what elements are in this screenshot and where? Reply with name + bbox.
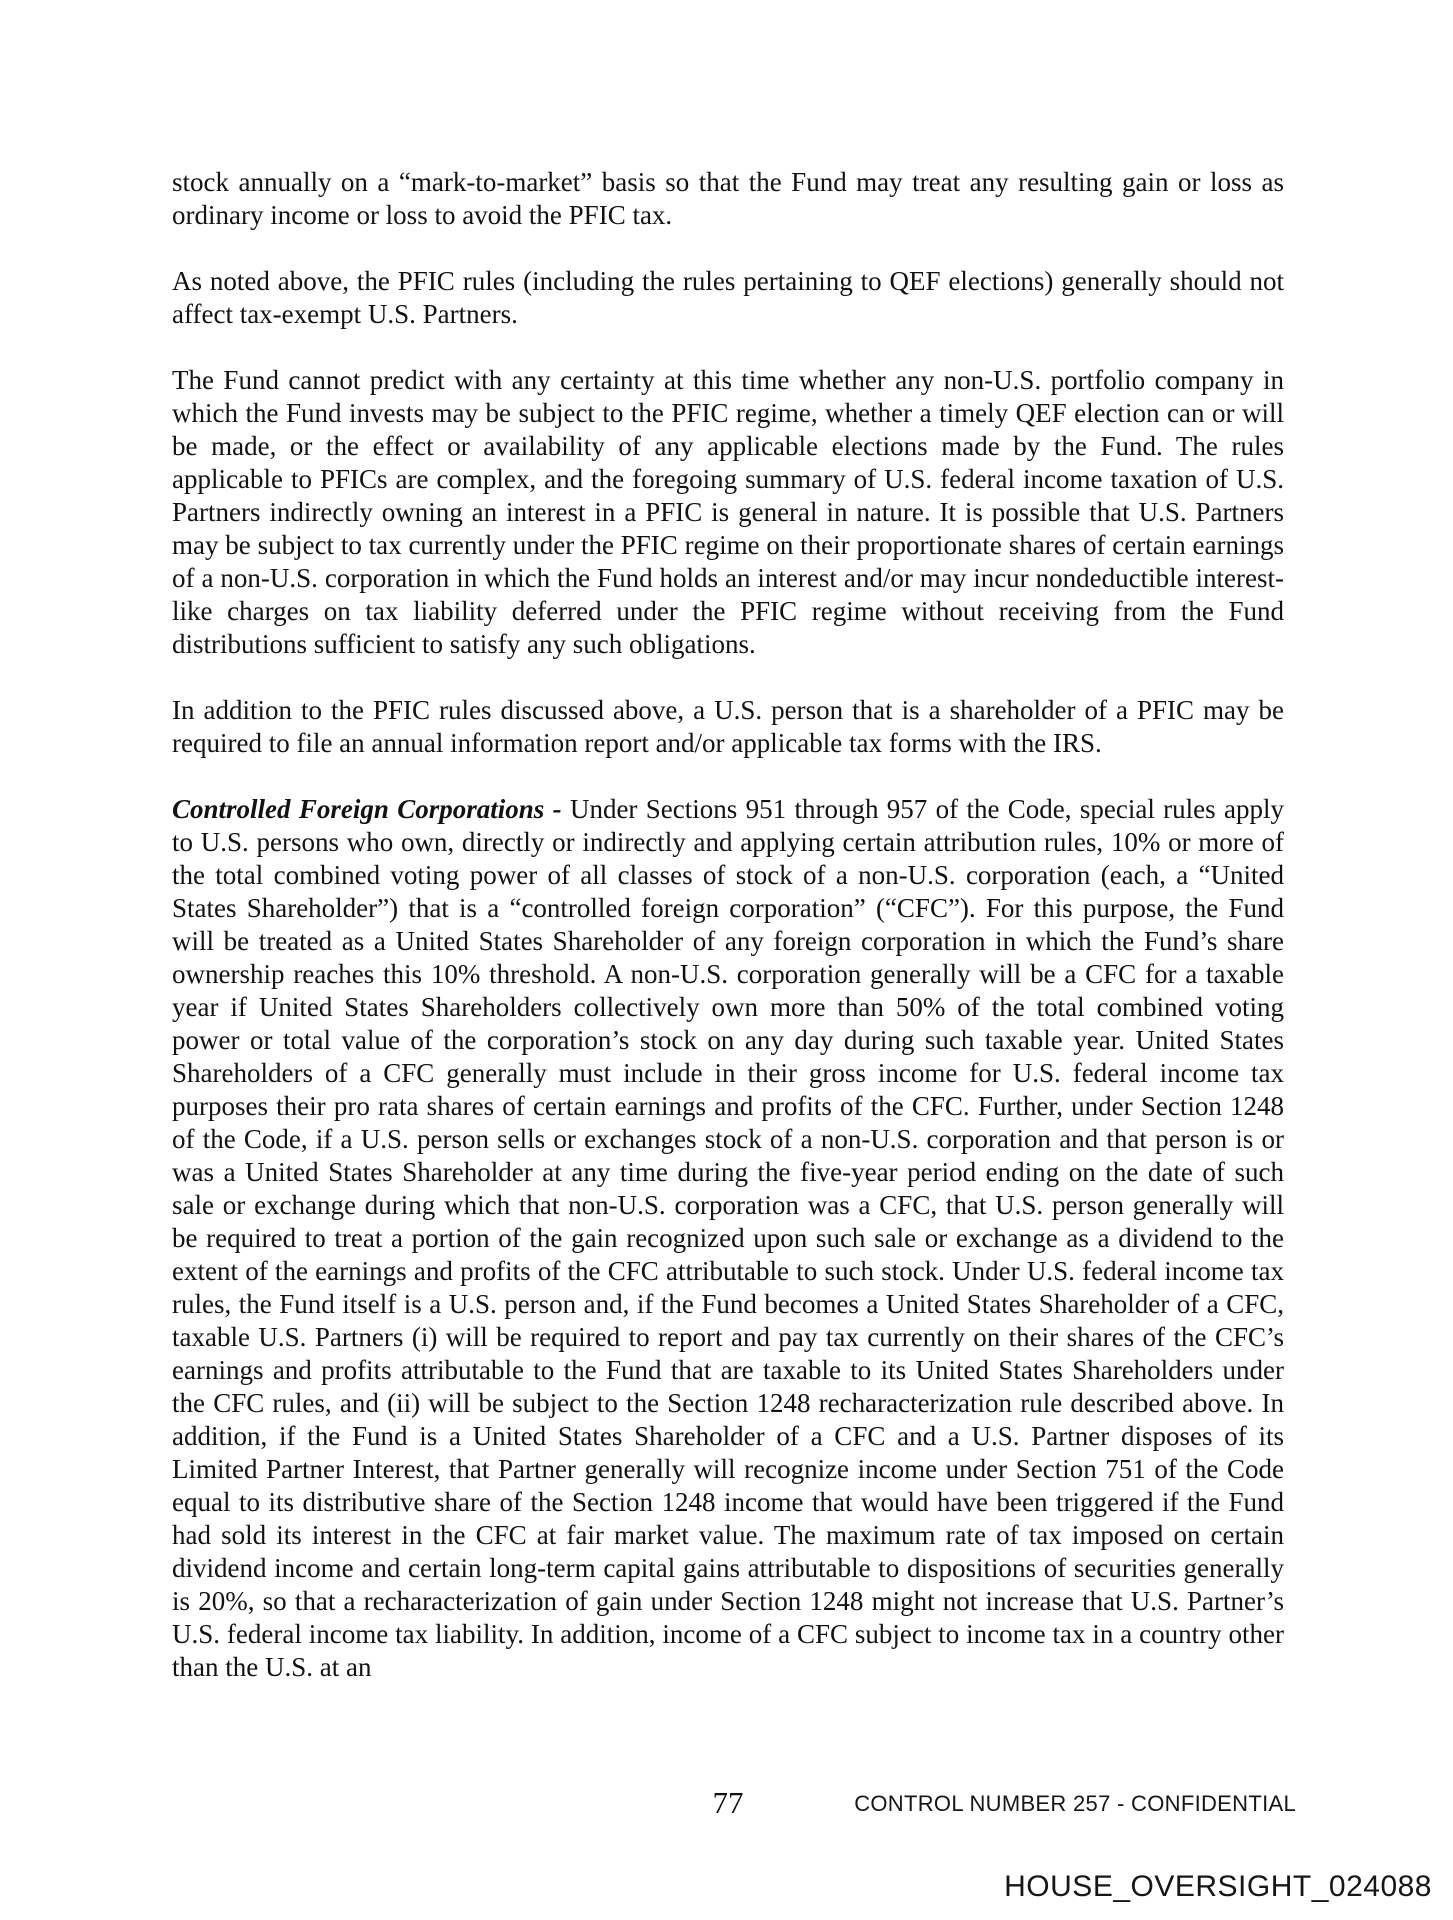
control-number-label: CONTROL NUMBER 257 - CONFIDENTIAL — [854, 1791, 1296, 1816]
paragraph: In addition to the PFIC rules discussed above, a U.S. person that is a shareholder of a PFIC may be required to file an annual information report and/or applicable tax forms with the IRS. — [172, 695, 1284, 758]
paragraph: The Fund cannot predict with any certainty at this time whether any non-U.S. portfolio company in which the Fund invests may be subject to the PFIC regime, whether a timely QEF election can or will be made, or the effect or availability of any applicable elections made by the Fund. The rules applicable to PFICs are complex, and the foregoing summary of U.S. federal income taxation of U.S. Partners indirectly owning an interest in a PFIC is general in nature. It is possible that U.S. Partners may be subject to tax currently under the PFIC regime on their proportionate shares of certain earnings of a non-U.S. corporation in which the Fund holds an interest and/or may incur nondeductible interest-like charges on tax liability deferred under the PFIC regime without receiving from the Fund distributions sufficient to satisfy any such obligations. — [172, 365, 1284, 659]
page-number: 77 — [712, 1785, 744, 1820]
paragraph: As noted above, the PFIC rules (including the rules pertaining to QEF elections) generally should not affect tax-exempt U.S. Partners. — [172, 266, 1284, 329]
paragraph: stock annually on a “mark-to-market” basis so that the Fund may treat any resulting gain or loss as ordinary income or loss to avoid the PFIC tax. — [172, 167, 1284, 230]
paragraph-lead-heading: Controlled Foreign Corporations - — [172, 794, 570, 824]
bates-stamp: HOUSE_OVERSIGHT_024088 — [1004, 1870, 1432, 1903]
paragraph: Controlled Foreign Corporations - Under Sections 951 through 957 of the Code, special rules apply to U.S. persons who own, directly or indirectly and applying certain attribution rules, 10% or more of the total combined voting power of all classes of stock of a non-U.S. corporation (each, a “United States Shareholder”) that is a “controlled foreign corporation” (“CFC”). For this purpose, the Fund will be treated as a United States Shareholder of any foreign corporation in which the Fund’s share ownership reaches this 10% threshold. A non-U.S. corporation generally will be a CFC for a taxable year if United States Shareholders collectively own more than 50% of the total combined voting power or total value of the corporation’s stock on any day during such taxable year. United States Shareholders of a CFC generally must include in their gross income for U.S. federal income tax purposes their pro rata shares of certain earnings and profits of the CFC. Further, under Section 1248 of the Code, if a U.S. person sells or exchanges stock of a non-U.S. corporation and that person is or was a United States Shareholder at any time during the five-year period ending on the date of such sale or exchange during which that non-U.S. corporation was a CFC, that U.S. person generally will be required to treat a portion of the gain recognized upon such sale or exchange as a dividend to the extent of the earnings and profits of the CFC attributable to such stock. Under U.S. federal income tax rules, the Fund itself is a U.S. person and, if the Fund becomes a United States Shareholder of a CFC, taxable U.S. Partners (i) will be required to report and pay tax currently on their shares of the CFC’s earnings and profits attributable to the Fund that are taxable to its United States Shareholders under the CFC rules, and (ii) will be subject to the Section 1248 recharacterization rule described above. In addition, if the Fund is a United States Shareholder of a CFC and a U.S. Partner disposes of its Limited Partner Interest, that Partner generally will recognize income under Section 751 of the Code equal to its distributive share of the Section 1248 income that would have been triggered if the Fund had sold its interest in the CFC at fair market value. The maximum rate of tax imposed on certain dividend income and certain long-term capital gains attributable to dispositions of securities generally is 20%, so that a recharacterization of gain under Section 1248 might not increase that U.S. Partner’s U.S. federal income tax liability. In addition, income of a CFC subject to income tax in a country other than the U.S. at an — [172, 794, 1284, 1682]
document-body — [172, 166, 1284, 1717]
